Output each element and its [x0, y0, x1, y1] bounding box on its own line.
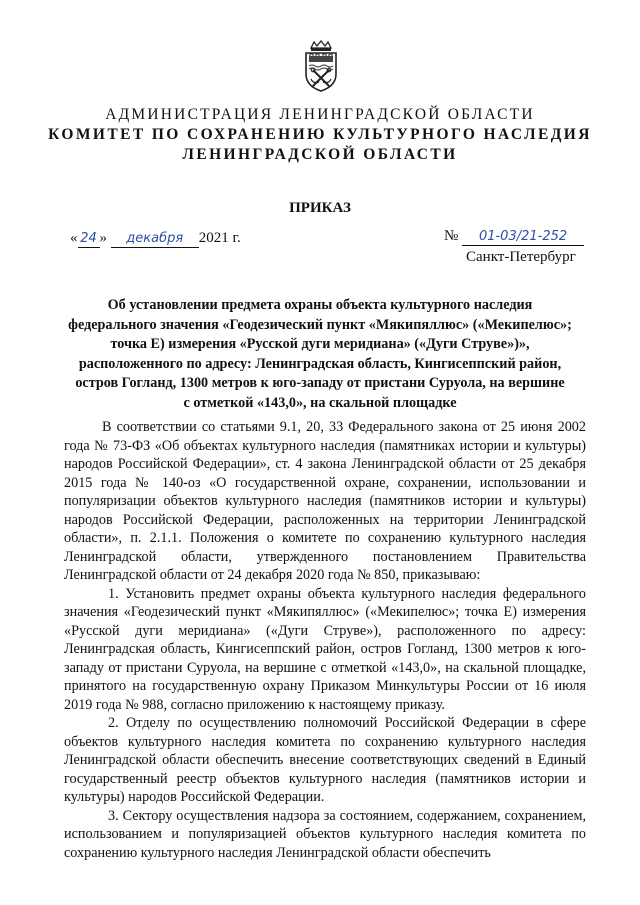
document-number	[444, 228, 584, 246]
document-body	[64, 418, 586, 862]
number-prefix: №	[444, 228, 459, 244]
number-value: 01-03/21-252	[478, 229, 568, 244]
title-line: точка Е) измерения «Русской дуги меридиана» («Дуги Струве»)»,	[110, 336, 530, 353]
body-paragraph-3: 3. Сектору осуществления надзора за состоянием, содержанием, сохранением, использованием и популяризацией объектов культурного наследия комитета по сохранению культурного наследия Ленинградской области обеспечить	[64, 807, 586, 861]
date-year: 2021 г.	[198, 230, 241, 246]
date-open-quote: «	[70, 230, 78, 246]
city-label: Санкт-Петербург	[466, 249, 576, 265]
coat-of-arms-icon	[301, 40, 341, 92]
number-field	[462, 228, 584, 246]
title-line: расположенного по адресу: Ленинградская область, Кингисеппский район,	[78, 355, 562, 372]
body-paragraph-2: 2. Отделу по осуществлению полномочий Российской Федерации в сфере объектов культурного наследия комитета по сохранению культурного наследия Ленинградской области обеспечить внесение соответствующих сведений в Единый государственный реестр объектов культурного наследия (памятников истории и культуры) народов Российской Федерации.	[64, 715, 586, 805]
date-close-quote: »	[99, 230, 107, 246]
document-type: ПРИКАЗ	[289, 200, 351, 216]
title-line: остров Гогланд, 1300 метров к юго-западу от пристани Суруола, на вершине	[75, 375, 565, 392]
title-line: федерального значения «Геодезический пункт «Мякипяллюс» («Мекипелюс»;	[68, 316, 572, 333]
organization-line-1: АДМИНИСТРАЦИЯ ЛЕНИНГРАДСКОЙ ОБЛАСТИ	[105, 106, 535, 123]
organization-line-2: КОМИТЕТ ПО СОХРАНЕНИЮ КУЛЬТУРНОГО НАСЛЕДИЯ	[48, 126, 592, 143]
document-date	[70, 230, 241, 248]
title-line: Об установлении предмета охраны объекта культурного наследия	[107, 297, 533, 313]
date-day-field	[78, 230, 100, 248]
date-month: декабря	[126, 231, 184, 246]
title-line: с отметкой «143,0», на скальной площадке	[183, 394, 457, 411]
organization-line-3: ЛЕНИНГРАДСКОЙ ОБЛАСТИ	[182, 146, 458, 163]
body-paragraph-1: 1. Установить предмет охраны объекта культурного наследия федерального значения «Геодезический пункт «Мякипяллюс» («Мекипелюс»; точка Е) измерения «Русской дуги меридиана» («Дуги Струве»), расположенного по адресу: Ленинградская область, Кингисеппский район, остров Гогланд, 1300 метров к юго-западу от пристани Суруола, на вершине с отметкой «143,0», на скальной площадке, принятого на государственную охрану Приказом Минкультуры России от 16 июля 2019 года № 988, согласно приложению к настоящему приказу.	[64, 585, 586, 713]
document-title	[64, 296, 576, 414]
date-month-field	[111, 230, 199, 248]
body-paragraph-preamble: В соответствии со статьями 9.1, 20, 33 Федерального закона от 25 июня 2002 года № 73-ФЗ «Об объектах культурного наследия (памятниках истории и культуры) народов Российской Федерации», ст. 4 закона Ленинградской области от 25 декабря 2015 года № 140-оз «О государственной охране, сохранении, использовании и популяризации объектов культурного наследия (памятников истории и культуры) народов Российской Федерации, расположенных на территории Ленинградской области», п. 2.1.1. Положения о комитете по сохранению культурного наследия Ленинградской области, утвержденного постановлением Правительства Ленинградской области от 24 декабря 2020 года № 850, приказываю:	[64, 419, 586, 583]
date-day: 24	[80, 231, 97, 246]
